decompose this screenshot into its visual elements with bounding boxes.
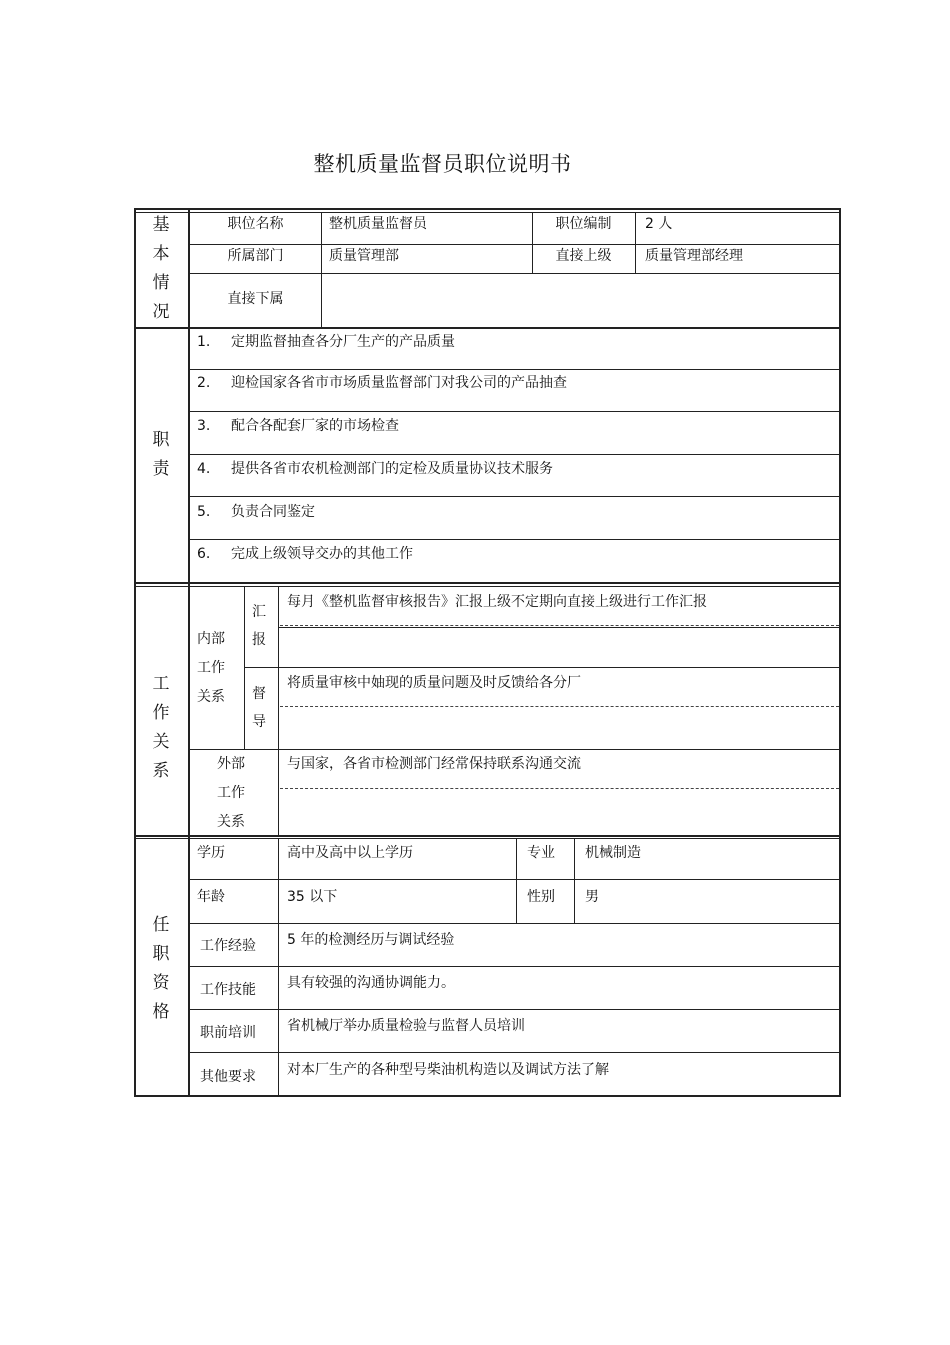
position-name-label: 职位名称 — [227, 216, 284, 232]
section-label-basic: 基本情况 — [152, 215, 170, 322]
duty-item: 3. 配合各配套厂家的市场检查 — [197, 418, 399, 434]
section-divider — [134, 582, 841, 584]
education-label: 学历 — [197, 845, 225, 861]
superior-label: 直接上级 — [555, 248, 612, 264]
experience-label: 工作经验 — [200, 938, 256, 954]
gender-value: 男 — [585, 889, 599, 905]
table-border-top — [134, 208, 841, 210]
section-label-relations: 工作关系 — [152, 674, 170, 781]
table-border-bottom — [134, 1095, 841, 1097]
department-value: 质量管理部 — [329, 248, 399, 264]
duty-item: 6. 完成上级领导交办的其他工作 — [197, 546, 413, 562]
section-label-qualifications: 任职资格 — [152, 915, 170, 1022]
section-label-duties: 职责 — [152, 430, 170, 479]
education-value: 高中及高中以上学历 — [287, 845, 413, 861]
major-label: 专业 — [527, 845, 555, 861]
section-divider — [134, 327, 841, 329]
age-label: 年龄 — [197, 889, 225, 905]
skills-label: 工作技能 — [200, 982, 256, 998]
supervise-text: 将质量审核中妯现的质量问题及时反馈给各分厂 — [287, 675, 581, 691]
table-border-right — [839, 208, 841, 1097]
position-name-value: 整机质量监督员 — [329, 216, 427, 232]
table-border-left — [134, 208, 136, 1097]
training-label: 职前培训 — [200, 1025, 256, 1041]
headcount-label: 职位编制 — [555, 216, 612, 232]
report-text: 每月《整机监督审核报告》汇报上级不定期向直接上级进行工作汇报 — [287, 594, 707, 610]
skills-value: 具有较强的沟通协调能力。 — [287, 975, 455, 991]
duty-item: 4. 提供各省市农机检测部门的定检及质量协议技术服务 — [197, 461, 553, 477]
subordinate-label: 直接下属 — [227, 291, 284, 307]
age-value: 35 以下 — [287, 889, 338, 905]
major-value: 机械制造 — [585, 845, 641, 861]
internal-relations-label: 内部工作关系 — [197, 631, 225, 705]
external-text: 与国家，各省市检测部门经常保持联系沟通交流 — [287, 756, 581, 772]
department-label: 所属部门 — [227, 248, 284, 264]
duty-item: 2. 迎检国家各省市市场质量监督部门对我公司的产品抽查 — [197, 375, 567, 391]
page-title: 整机质量监督员职位说明书 — [313, 152, 572, 176]
report-label: 汇报 — [252, 604, 266, 648]
experience-value: 5 年的检测经历与调试经验 — [287, 932, 455, 948]
superior-value: 质量管理部经理 — [645, 248, 743, 264]
duty-item: 5. 负责合同鉴定 — [197, 504, 315, 520]
other-requirements-label: 其他要求 — [200, 1069, 256, 1085]
external-relations-label: 外部工作关系 — [217, 756, 245, 830]
training-value: 省机械厅举办质量检验与监督人员培训 — [287, 1018, 525, 1034]
headcount-value: 2 人 — [645, 216, 673, 232]
other-requirements-value: 对本厂生产的各种型号柴油机构造以及调试方法了解 — [287, 1062, 609, 1078]
gender-label: 性别 — [527, 889, 555, 905]
supervise-label: 督导 — [252, 686, 266, 730]
duty-item: 1. 定期监督抽查各分厂生产的产品质量 — [197, 334, 455, 350]
